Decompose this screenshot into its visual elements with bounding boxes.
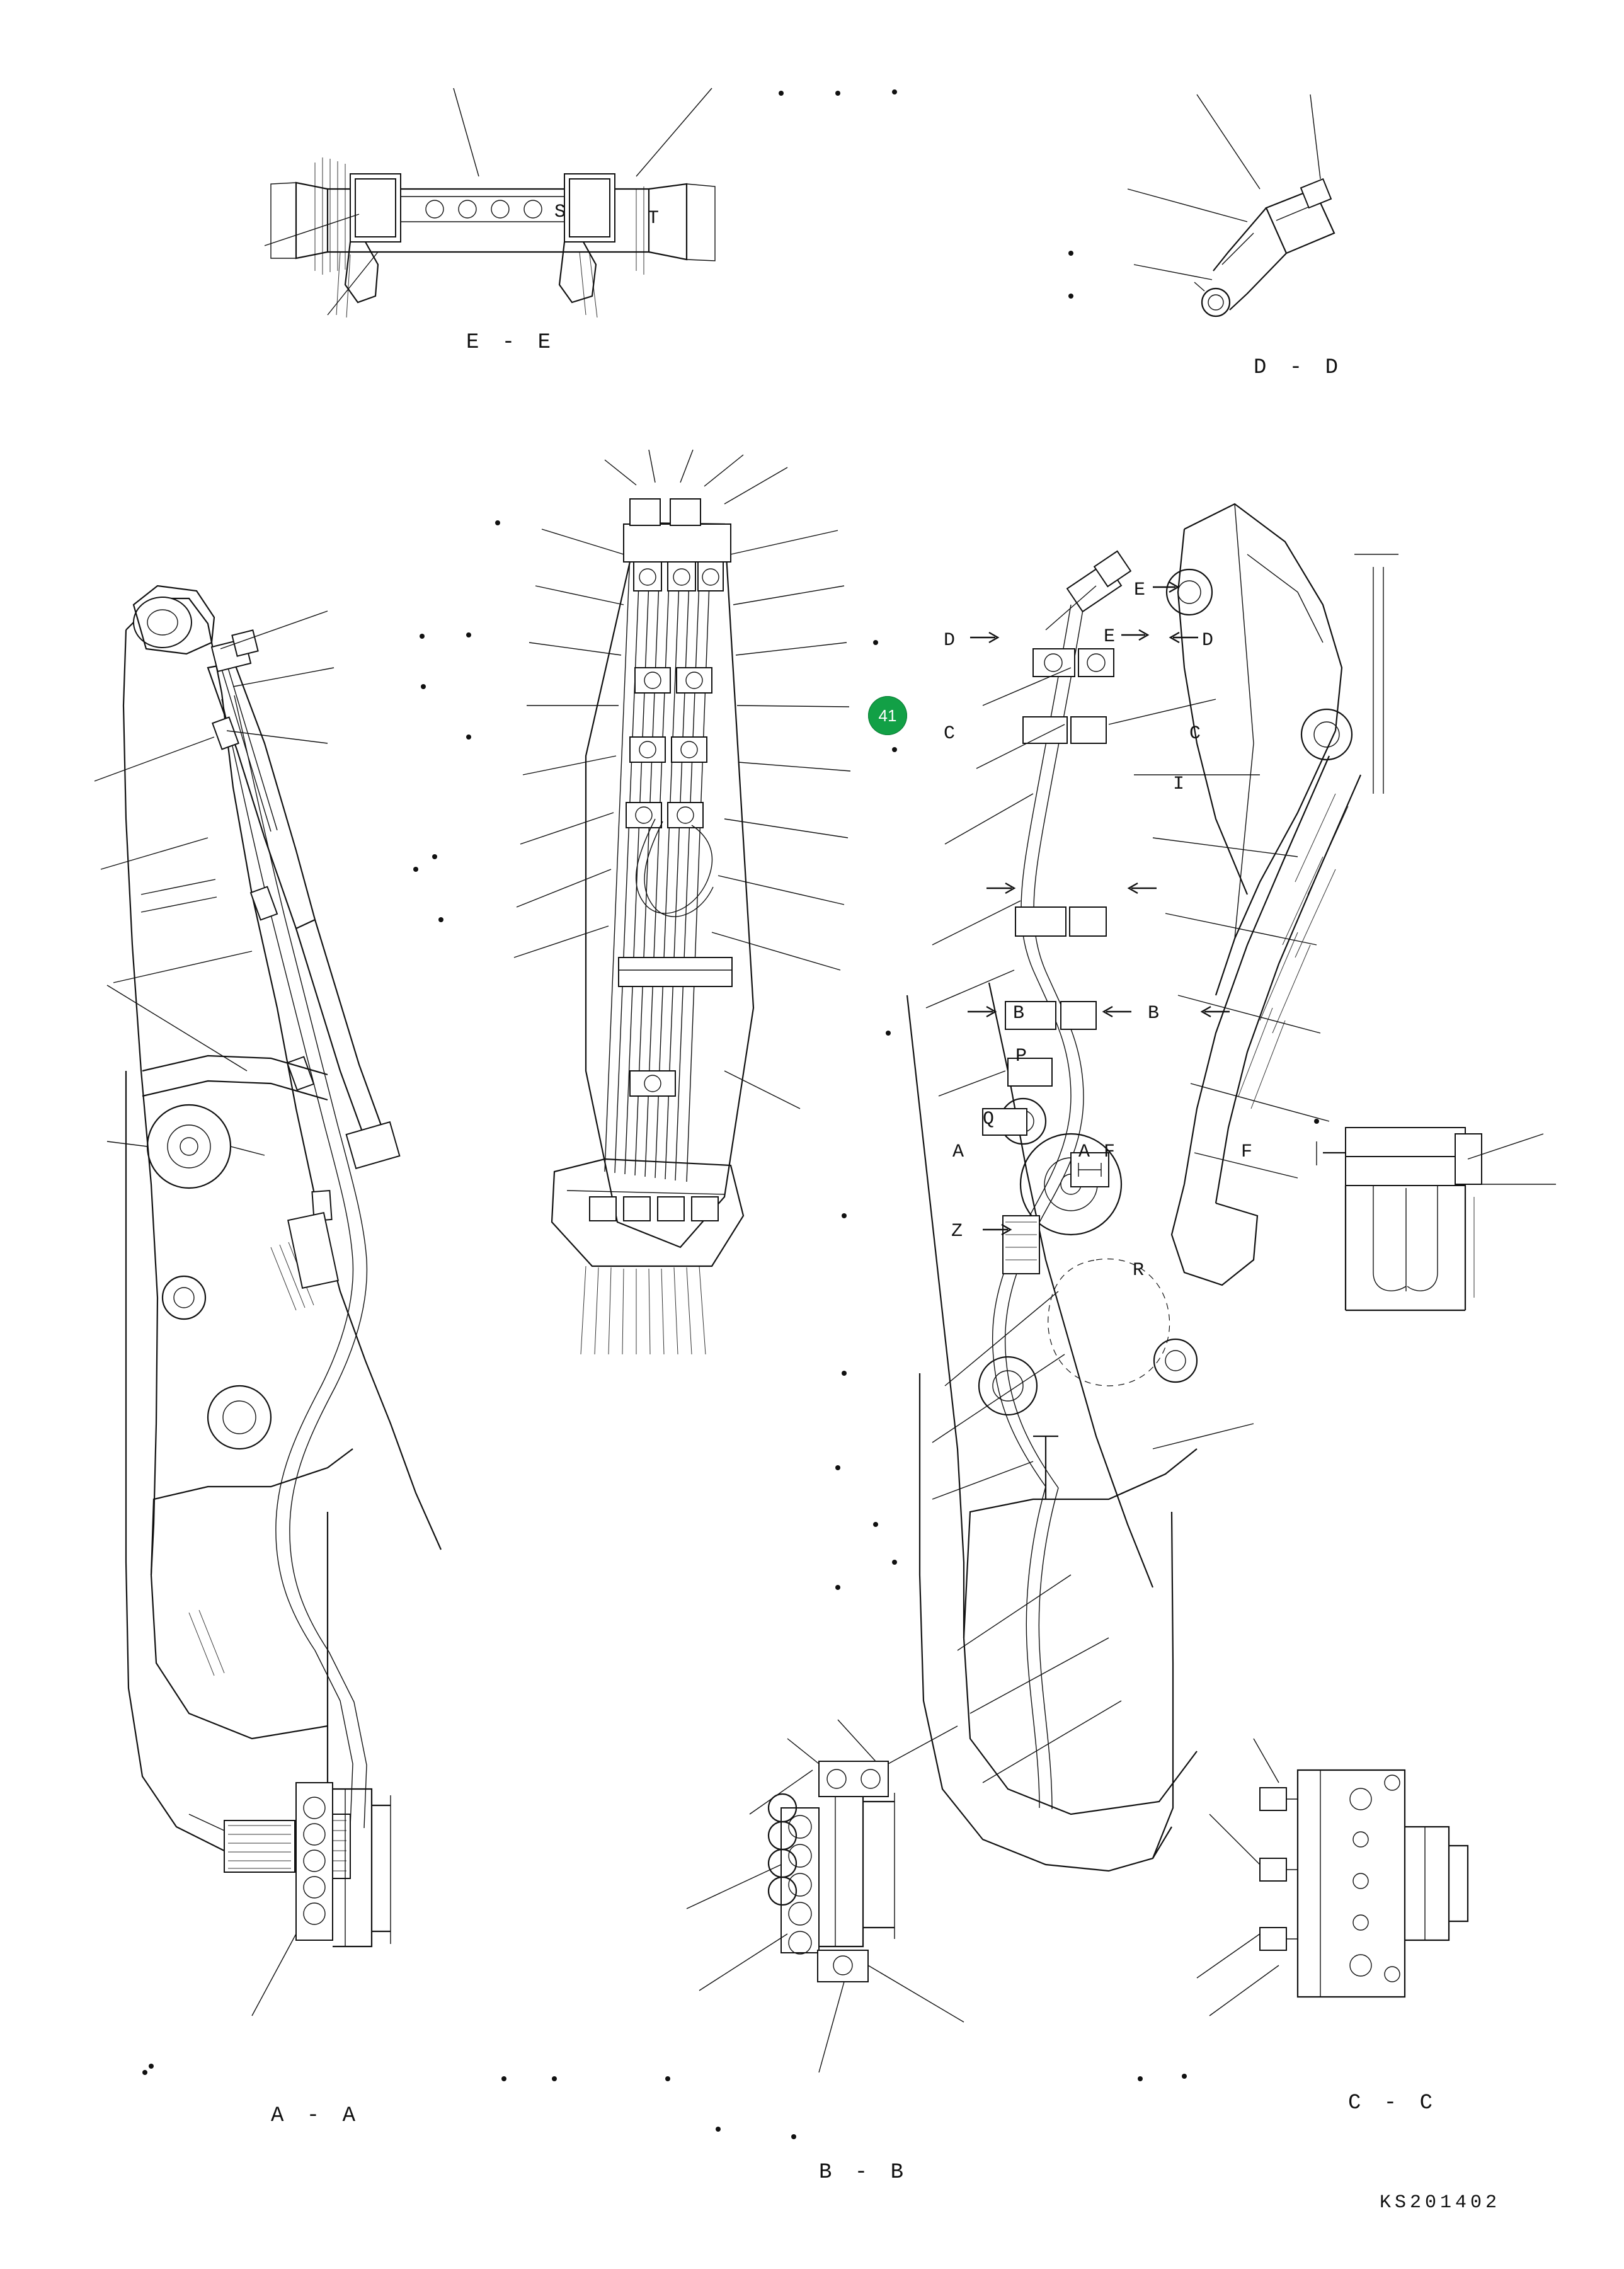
mark-c-left: C (944, 723, 958, 745)
section-view-e-e-geometry (265, 88, 897, 317)
section-title-c-c: C - C (1348, 2091, 1438, 2115)
section-view-a-a-geometry (149, 1783, 557, 2081)
mark-f-right: F (1241, 1141, 1255, 1163)
section-view-b-b-geometry (665, 1720, 964, 2139)
section-title-e-e: E - E (466, 331, 556, 355)
mark-a-right: A (1078, 1141, 1093, 1163)
mark-t: T (648, 208, 662, 229)
mark-b-right: B (1148, 1003, 1162, 1024)
boom-assembly-left-view-geometry (94, 586, 441, 1858)
mark-d-left: D (944, 630, 958, 651)
section-title-d-d: D - D (1254, 356, 1344, 380)
section-view-d-d-geometry (1068, 94, 1334, 316)
section-title-a-a: A - A (271, 2104, 361, 2128)
mark-z: Z (951, 1221, 966, 1242)
mark-e-upper: E (1134, 580, 1148, 601)
drawing-number: KS201402 (1380, 2192, 1501, 2214)
mark-p: P (1015, 1046, 1030, 1067)
mark-c-right: C (1189, 723, 1204, 745)
mark-d-right: D (1202, 630, 1216, 651)
mark-q: Q (983, 1109, 997, 1130)
cylinder-detail-view-geometry (1314, 1119, 1556, 1310)
boom-assembly-right-view-geometry (907, 504, 1398, 1871)
mark-s: S (554, 202, 569, 223)
mark-i: I (1173, 774, 1187, 795)
mark-a-left: A (952, 1141, 967, 1163)
section-view-c-c-geometry (1138, 1739, 1468, 2081)
mark-r: R (1133, 1260, 1147, 1281)
mark-f-left: F (1104, 1141, 1118, 1163)
arm-assembly-center-view-geometry (432, 450, 897, 1527)
mark-b-left: B (1013, 1003, 1027, 1024)
revision-badge[interactable]: 41 (868, 696, 907, 735)
section-title-b-b: B - B (819, 2161, 909, 2185)
mark-e-lower: E (1104, 626, 1118, 648)
